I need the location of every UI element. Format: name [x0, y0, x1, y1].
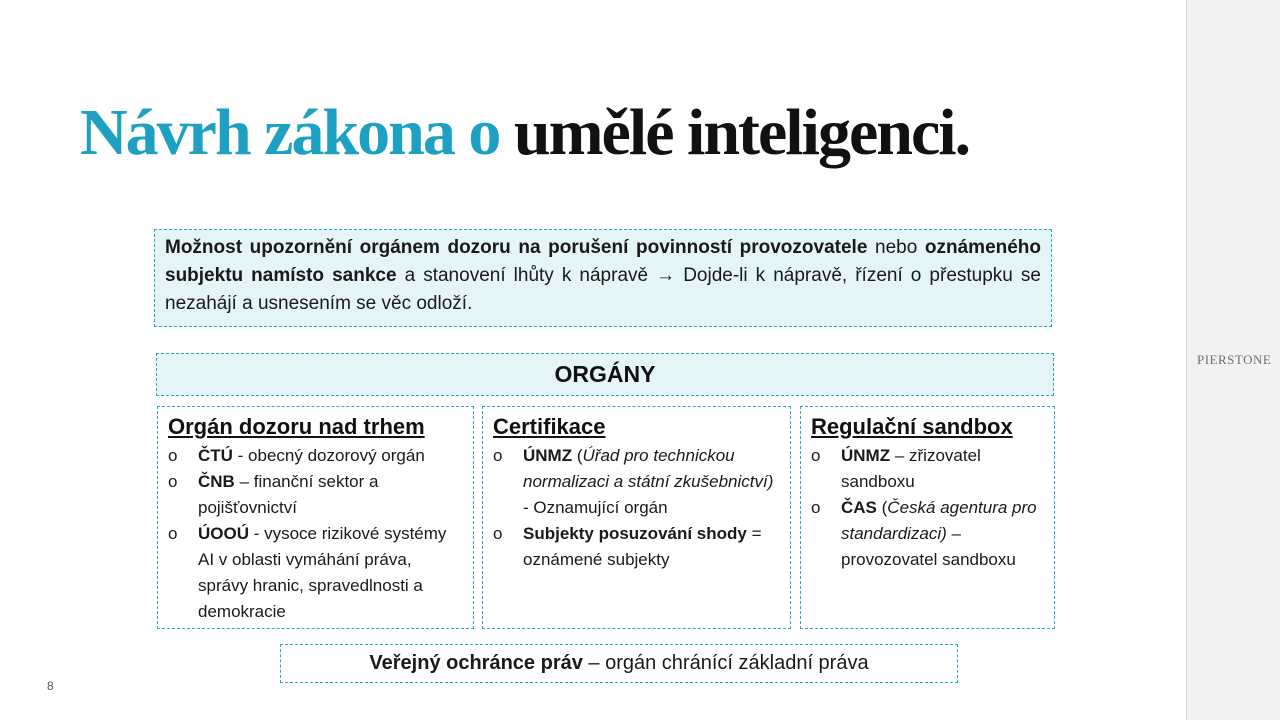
item-text-before: ( — [876, 498, 888, 517]
column-heading: Regulační sandbox — [811, 414, 1013, 439]
title-accent: Návrh zákona o — [80, 96, 500, 169]
item-text: = oznámené subjekty — [523, 524, 762, 569]
item-bold: ÚNMZ — [841, 446, 891, 465]
column-heading: Certifikace — [493, 414, 606, 439]
organy-header: ORGÁNY — [156, 353, 1054, 396]
bullet-icon: o — [168, 446, 178, 465]
item-bold: ČNB — [198, 472, 235, 491]
item-bold: ČTÚ — [198, 446, 233, 465]
list-item — [168, 469, 463, 521]
ombudsman-box — [280, 644, 958, 683]
enforcement-note-box — [154, 229, 1052, 327]
item-text-before: ( — [572, 446, 583, 465]
item-bold: ČAS — [841, 498, 877, 517]
item-text: – zřizovatel sandboxu — [841, 446, 981, 491]
note-bold-2: oznámeného subjektu namísto sankce — [165, 237, 1042, 286]
title-main: umělé inteligenci. — [513, 96, 970, 169]
item-text: - Oznamující orgán — [523, 498, 668, 517]
list-item — [811, 495, 1044, 573]
column-market-surveillance — [157, 406, 474, 629]
bullet-icon: o — [811, 498, 821, 517]
column-list — [168, 443, 463, 625]
column-certification — [482, 406, 791, 629]
item-italic: Česká agentura pro standardizaci) — [841, 498, 1037, 543]
bullet-icon: o — [493, 446, 503, 465]
note-text-2: a stanovení lhůty k nápravě → Dojde-li k nápravě, řízení o přestupku se nezahájí a usnesením se věc odloží. — [165, 265, 1041, 314]
list-item — [168, 521, 463, 625]
bullet-icon: o — [168, 472, 178, 491]
column-list — [493, 443, 780, 573]
item-text: - obecný dozorový orgán — [232, 446, 425, 465]
bullet-icon: o — [811, 446, 821, 465]
page-number: 8 — [47, 679, 54, 693]
list-item — [493, 521, 780, 573]
brand-logo: PIERSTONE — [1197, 352, 1272, 367]
item-text: - vysoce rizikové systémy AI v oblasti vymáhání práva, správy hranic, spravedlnosti a demokracie — [198, 524, 447, 621]
column-regulatory-sandbox — [800, 406, 1055, 629]
list-item — [493, 443, 780, 521]
slide-title — [80, 96, 970, 169]
note-bold-1: Možnost upozornění orgánem dozoru na porušení povinností provozovatele — [165, 237, 868, 258]
item-text: – provozovatel sandboxu — [841, 524, 1016, 569]
bullet-icon: o — [493, 524, 503, 543]
ombudsman-bold: Veřejný ochránce práv — [369, 652, 583, 674]
item-bold: ÚOOÚ — [198, 524, 249, 543]
column-heading: Orgán dozoru nad trhem — [168, 414, 425, 439]
note-text-1: nebo — [867, 237, 925, 258]
item-bold: Subjekty posuzování shody — [523, 524, 747, 543]
list-item — [168, 443, 463, 469]
item-italic: Úřad pro technickou normalizaci a státní zkušebnictví) — [523, 446, 774, 491]
ombudsman-text: – orgán chránící základní práva — [582, 652, 869, 674]
list-item — [811, 443, 1044, 495]
column-list — [811, 443, 1044, 573]
item-bold: ÚNMZ — [523, 446, 573, 465]
item-text: – finanční sektor a pojišťovnictví — [198, 472, 379, 517]
bullet-icon: o — [168, 524, 178, 543]
side-panel — [1186, 0, 1280, 720]
